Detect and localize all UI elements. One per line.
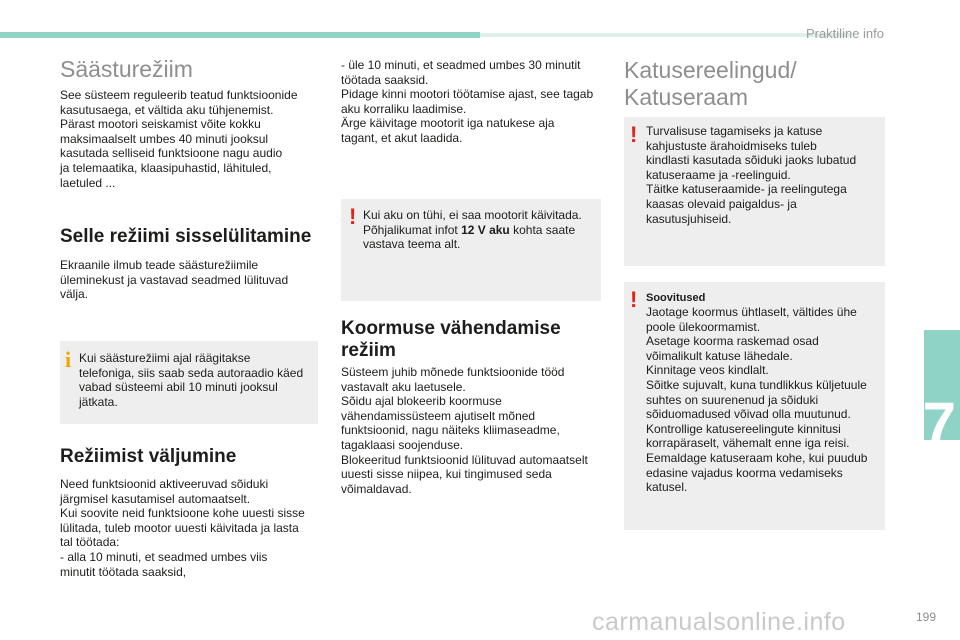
load-reduction-paragraph: Süsteem juhib mõnede funktsioonide tööd vastavalt aku laetusele. Sõidu ajal blokeerib koormuse vähendamissüsteem ajutiselt mõned funktsioonid, nagu näiteks kliimaseadme, tagaklaasi soojenduse. Blokeeritud funktsioonid lülituvad automaatselt uuesti sisse niipea, kui tingimused seda võimaldavad. <box>341 365 588 496</box>
page-number: 199 <box>915 610 936 624</box>
continued-paragraph: - üle 10 minuti, et seadmed umbes 30 minutit töötada saaksid. Pidage kinni mootori töötamise ajast, see tagab aku korraliku laadimise. Ärge käivitage mootorit iga natukese aja tagant, et akut laadida. <box>341 58 594 145</box>
info-icon: i <box>65 347 72 372</box>
page-title: Säästurežiim <box>60 56 193 82</box>
warning-box-battery <box>341 199 601 301</box>
warning-box-roof <box>624 117 885 266</box>
recommendations-title: Soovitused <box>646 292 706 304</box>
exit-paragraph: Need funktsioonid aktiveeruvad sõiduki järgmisel kasutamisel automaatselt. Kui soovite neid funktsioone kohe uuesti sisse lülitada, tuleb mootor uuesti käivitada ja lasta tal töötada: - alla 10 minuti, et seadmed umbes viis minutit töötada saaksid, <box>60 477 305 579</box>
warning-box-battery-text: Kui aku on tühi, ei saa mootorit käivitada. Põhjalikumat infot 12 V aku kohta saate vastava teema alt. <box>363 208 582 252</box>
warning-icon: ! <box>349 204 357 229</box>
watermark: carmanualsonline.info <box>592 608 846 636</box>
header-accent-bar <box>0 32 480 38</box>
heading-activation: Selle režiimi sisselülitamine <box>60 226 312 247</box>
recommendations-text: Jaotage koormus ühtlaselt, vältides ühe poole ülekoormamist. Asetage koorma raskemad osad võimalikult katuse lähedale. Kinnitage veos kindlalt. Sõitke sujuvalt, kuna tundlikkus küljetuule suhtes on suurenenud ja sõiduki sõiduomadused võivad olla muutunud. Kontrollige katusereelingute kinnitusi korrapäraselt, vähemalt enne iga reisi. Eemaldage katuseraam kohe, kui puudub edasine vajadus koorma vedamiseks katusel. <box>646 305 868 495</box>
battery-term: 12 V aku <box>461 222 510 237</box>
heading-load-reduction: Koormuse vähendamise režiim <box>341 318 561 361</box>
info-box-text: Kui säästurežiimi ajal räägitakse telefoniga, siis saab seda autoraadio käed vabad süsteemi abil 10 minuti jooksul jätkata. <box>79 351 304 409</box>
activation-paragraph: Ekraanile ilmub teade säästurežiimile üleminekust ja vastavad seadmed lülituvad välja. <box>60 258 289 302</box>
chapter-number: 7 <box>922 390 956 457</box>
header-accent-bar-light <box>480 33 850 37</box>
section-title: Praktiline info <box>805 26 884 41</box>
warning-box-recommendations <box>624 282 885 530</box>
heading-exit: Režiimist väljumine <box>60 446 237 467</box>
roof-title: Katusereelingud/ Katuseraam <box>624 57 797 110</box>
warning-icon: ! <box>630 287 638 312</box>
info-box <box>60 341 318 424</box>
intro-paragraph: See süsteem reguleerib teatud funktsioonide kasutusaega, et vältida aku tühjenemist. Pärast mootori seiskamist võite kokku maksimaalselt umbes 40 minuti jooksul kasutada selliseid funktsioone nagu audio ja telemaatika, klaasipuhastid, lähituled, laetuled ... <box>60 88 298 190</box>
warning-icon: ! <box>630 122 638 147</box>
warning-box-roof-text: Turvalisuse tagamiseks ja katuse kahjustuste ärahoidmiseks tuleb kindlasti kasutada sõiduki jaoks lubatud katuseraame ja -reelinguid. Täitke katuseraamide- ja reelingutega kaasas olevaid paigaldus- ja kasutusjuhiseid. <box>646 124 857 226</box>
